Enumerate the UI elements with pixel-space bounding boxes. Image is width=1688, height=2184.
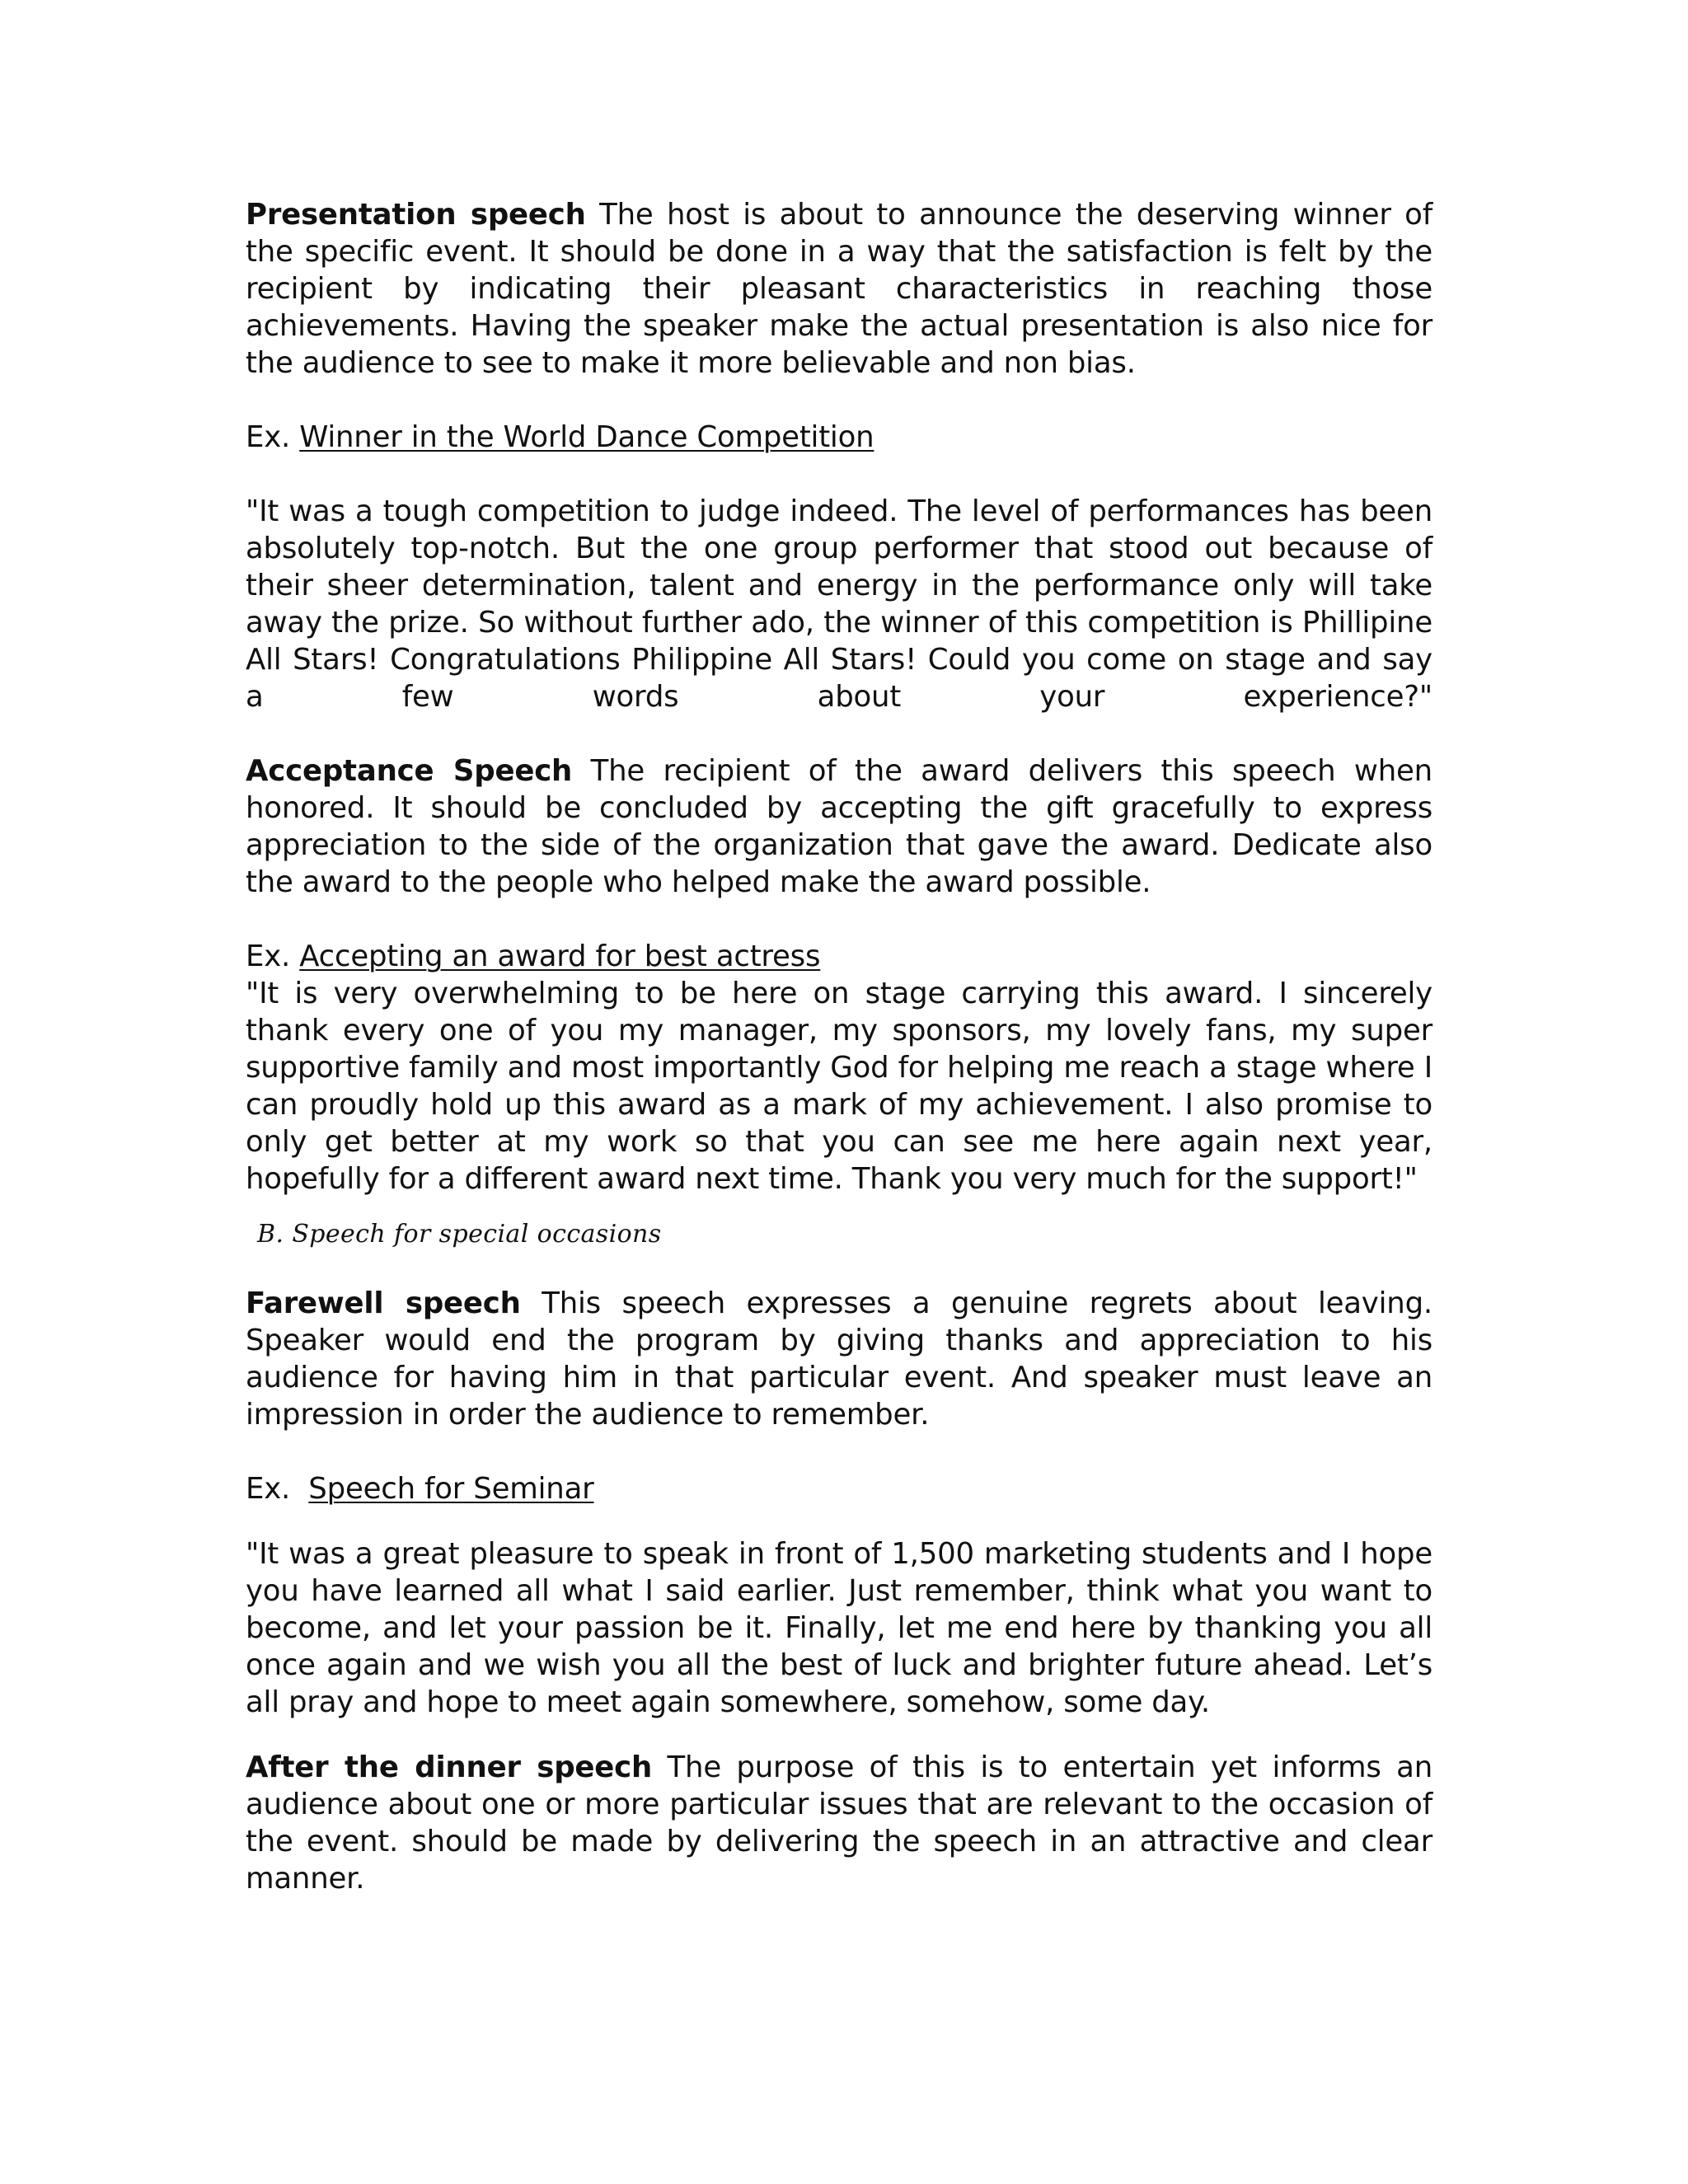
farewell-example-prefix: Ex. (246, 1472, 309, 1506)
presentation-example-prefix: Ex. (246, 420, 300, 454)
after-dinner-speech-term: After the dinner speech (246, 1750, 653, 1784)
acceptance-speech-body: The recipient of the award delivers this speech when honored. It should be concluded by accepting the gift gracefully to express appreciation to the side of the organization that gave the award. Dedicate also the award to the people who helped make the award possible. (246, 754, 1432, 899)
presentation-speech-body: The host is about to announce the deserving winner of the specific event. It should be done in a way that the satisfaction is felt by the recipient by indicating their pleasant characteristics in reaching those achievements. Having the speaker make the actual presentation is also nice for the audience to see to make it more believable and non bias. (246, 198, 1432, 380)
acceptance-speech-paragraph (246, 752, 1432, 901)
farewell-example-quote: "It was a great pleasure to speak in front of 1,500 marketing students and I hope you have learned all what I said earlier. Just remember, think what you want to become, and let your passion be it. Finally, let me end here by thanking you all once again and we wish you all the best of luck and brighter future ahead. Let’s all pray and hope to meet again somewhere, somehow, some day. (246, 1537, 1432, 1719)
special-occasions-heading: B. Speech for special occasions (257, 1220, 662, 1249)
acceptance-example-prefix: Ex. (246, 940, 300, 973)
acceptance-speech-term: Acceptance Speech (246, 754, 573, 788)
acceptance-example-title: Accepting an award for best actress (299, 940, 821, 973)
acceptance-example-label (246, 938, 1432, 975)
document-page (246, 196, 1432, 1897)
farewell-speech-term: Farewell speech (246, 1286, 521, 1320)
presentation-example-quote: "It was a tough competition to judge indeed. The level of performances has been absolutely top-notch. But the one group performer that stood out because of their sheer determination, talent and energy in the performance only will take away the prize. So without further ado, the winner of this competition is Phillipine All Stars! Congratulations Philippine All Stars! Could you come on stage and say a few words about your experience?" (246, 494, 1432, 714)
acceptance-example-quote: "It is very overwhelming to be here on stage carrying this award. I sincerely thank every one of you my manager, my sponsors, my lovely fans, my super supportive family and most importantly God for helping me reach a stage where I can proudly hold up this award as a mark of my achievement. I also promise to only get better at my work so that you can see me here again next year, hopefully for a different award next time. Thank you very much for the support!" (246, 977, 1432, 1196)
after-dinner-speech-body: The purpose of this is to entertain yet informs an audience about one or more particular issues that are relevant to the occasion of the event. should be made by delivering the speech in an attractive and clear manner. (246, 1750, 1432, 1896)
presentation-example-label (246, 419, 1432, 456)
farewell-example-title: Speech for Seminar (308, 1472, 594, 1506)
presentation-speech-term: Presentation speech (246, 198, 586, 232)
farewell-speech-paragraph (246, 1285, 1432, 1433)
farewell-example-label (246, 1470, 1432, 1507)
farewell-speech-body: This speech expresses a genuine regrets about leaving. Speaker would end the program by giving thanks and appreciation to his audience for having him in that particular event. And speaker must leave an impression in order the audience to remember. (246, 1286, 1432, 1432)
presentation-example-title: Winner in the World Dance Competition (299, 420, 874, 454)
presentation-speech-paragraph (246, 196, 1432, 382)
after-dinner-speech-paragraph (246, 1749, 1432, 1897)
